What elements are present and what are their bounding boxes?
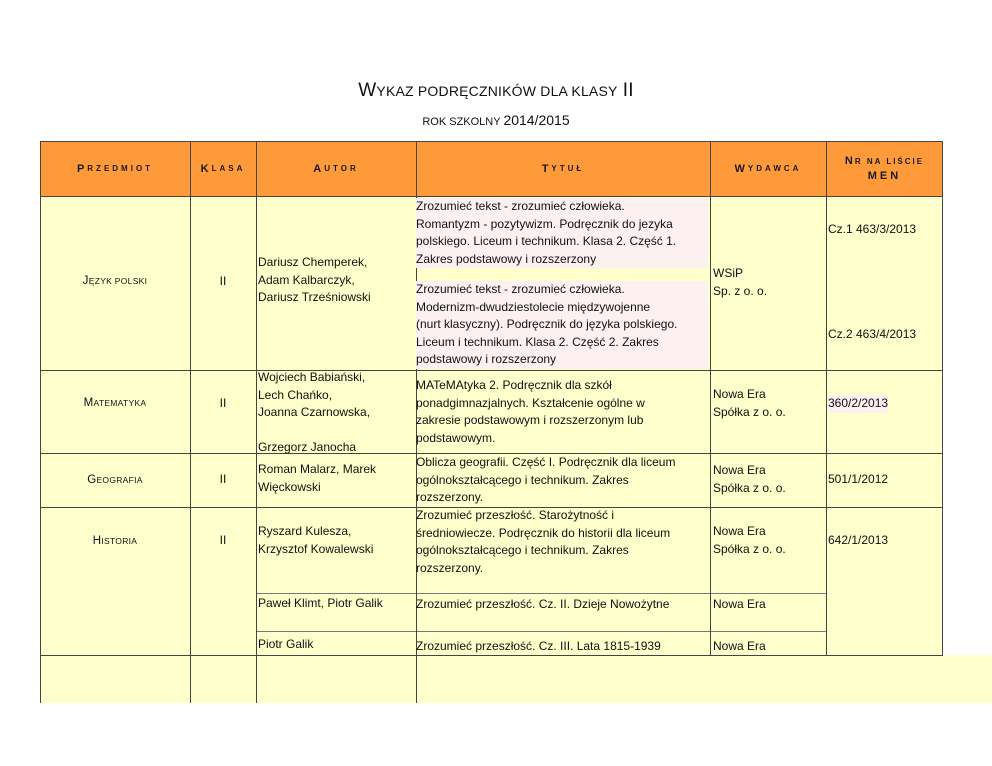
autor-cell-sub2: Piotr Galik bbox=[258, 637, 314, 651]
wydawca-cell: Nowa Era Spółka z o. o. bbox=[713, 524, 786, 556]
textbook-table bbox=[40, 141, 943, 703]
wydawca-cell: Nowa Era Spółka z o. o. bbox=[713, 463, 786, 495]
grid-top bbox=[40, 141, 943, 142]
tytul-cell-sub2: Zrozumieć przeszłość. Cz. III. Lata 1815-1939 bbox=[416, 639, 661, 653]
subject-geografia: GEOGRAFIA bbox=[87, 474, 143, 486]
grid-hist-sub1 bbox=[256, 593, 826, 594]
header-przedmiot: P RZEDMIOT bbox=[76, 162, 154, 175]
grid-v2 bbox=[256, 141, 257, 703]
tytul-cell-part2: Zrozumieć tekst - zrozumieć człowieka. Modernizm-dwudziestolecie międzywojenne (nurt klasyczny). Podręcznik do języka polskiego. Liceum i technikum. Klasa 2. Część 2. Zakres podstawowy i rozszerzony bbox=[416, 281, 708, 369]
nr-men-cell: 360/2/2013 bbox=[828, 395, 888, 413]
nr-men-cell-2: Cz.2 463/4/2013 bbox=[828, 327, 917, 341]
grid-row1-bottom bbox=[40, 370, 943, 371]
subject-historia: HISTORIA bbox=[92, 535, 138, 547]
tytul-cell: MATeMAtyka 2. Podręcznik dla szkół ponadgimnazjalnych. Kształcenie ogólne w zakresie podstawowym i rozszerzonym lub podstawowym. bbox=[416, 378, 645, 445]
tytul-cell: Zrozumieć przeszłość. Starożytność i średniowiecze. Podręcznik do historii dla liceum ogólnokształcącego i technikum. Zakres rozszerzony. bbox=[416, 508, 671, 575]
grid-header-bottom bbox=[40, 196, 943, 197]
autor-cell: Roman Malarz, Marek Więckowski bbox=[258, 462, 377, 494]
grid-v4 bbox=[710, 141, 711, 655]
header-autor: A UTOR bbox=[313, 162, 359, 175]
page-title: WYKAZ PODRĘCZNIKÓW DLA KLASY II bbox=[358, 80, 634, 101]
tytul-cell: Oblicza geografii. Część I. Podręcznik dla liceum ogólnokształcącego i technikum. Zakres rozszerzony. bbox=[416, 455, 676, 505]
grid-v1 bbox=[190, 141, 191, 703]
header-tytul: T YTUŁ bbox=[541, 162, 585, 175]
wydawca-cell: WSiP Sp. z o. o. bbox=[713, 266, 768, 298]
grid-v5 bbox=[826, 141, 827, 655]
wydawca-cell-sub1: Nowa Era bbox=[713, 597, 766, 611]
wydawca-cell: Nowa Era Spółka z o. o. bbox=[713, 387, 786, 419]
header-nr-men: NR NA LIŚCIE MEN bbox=[844, 155, 925, 182]
klasa-cell: II bbox=[219, 274, 227, 288]
wydawca-cell-sub2: Nowa Era bbox=[713, 639, 766, 653]
autor-cell: Wojciech Babiański, Lech Chańko, Joanna Czarnowska, Grzegorz Janocha bbox=[258, 370, 371, 455]
klasa-cell: II bbox=[219, 472, 227, 486]
autor-cell-sub1: Paweł Klimt, Piotr Galik bbox=[258, 596, 383, 610]
grid-hist-sub2 bbox=[256, 631, 826, 632]
overflow-cell-bg bbox=[943, 655, 992, 703]
klasa-cell: II bbox=[219, 533, 227, 547]
grid-v0 bbox=[40, 141, 41, 703]
tytul-cell-sub1: Zrozumieć przeszłość. Cz. II. Dzieje Nowożytne bbox=[416, 597, 670, 611]
nr-men-cell: 642/1/2013 bbox=[828, 533, 889, 547]
header-klasa: K LASA bbox=[200, 162, 246, 175]
school-year: ROK SZKOLNY 2014/2015 bbox=[422, 112, 570, 128]
nr-men-cell-1: Cz.1 463/3/2013 bbox=[828, 222, 917, 236]
table-body-bg bbox=[40, 196, 943, 703]
nr-men-cell: 501/1/2012 bbox=[828, 472, 889, 486]
autor-cell: Dariusz Chemperek, Adam Kalbarczyk, Dariusz Trześniowski bbox=[258, 255, 371, 305]
tytul-cell-part1: Zrozumieć tekst - zrozumieć człowieka. Romantyzm - pozytywizm. Podręcznik do jezyka polskiego. Liceum i technikum. Klasa 2. Część 1. Zakres podstawowy i rozszerzony bbox=[416, 198, 708, 268]
subject-matematyka: MATEMATYKA bbox=[83, 397, 147, 409]
klasa-cell: II bbox=[219, 396, 227, 410]
grid-v6 bbox=[942, 141, 943, 655]
header-wydawca: W YDAWCA bbox=[734, 162, 802, 175]
autor-cell: Ryszard Kulesza, Krzysztof Kowalewski bbox=[258, 524, 374, 556]
subject-jezyk-polski: JĘZYK POLSKI bbox=[82, 275, 148, 287]
